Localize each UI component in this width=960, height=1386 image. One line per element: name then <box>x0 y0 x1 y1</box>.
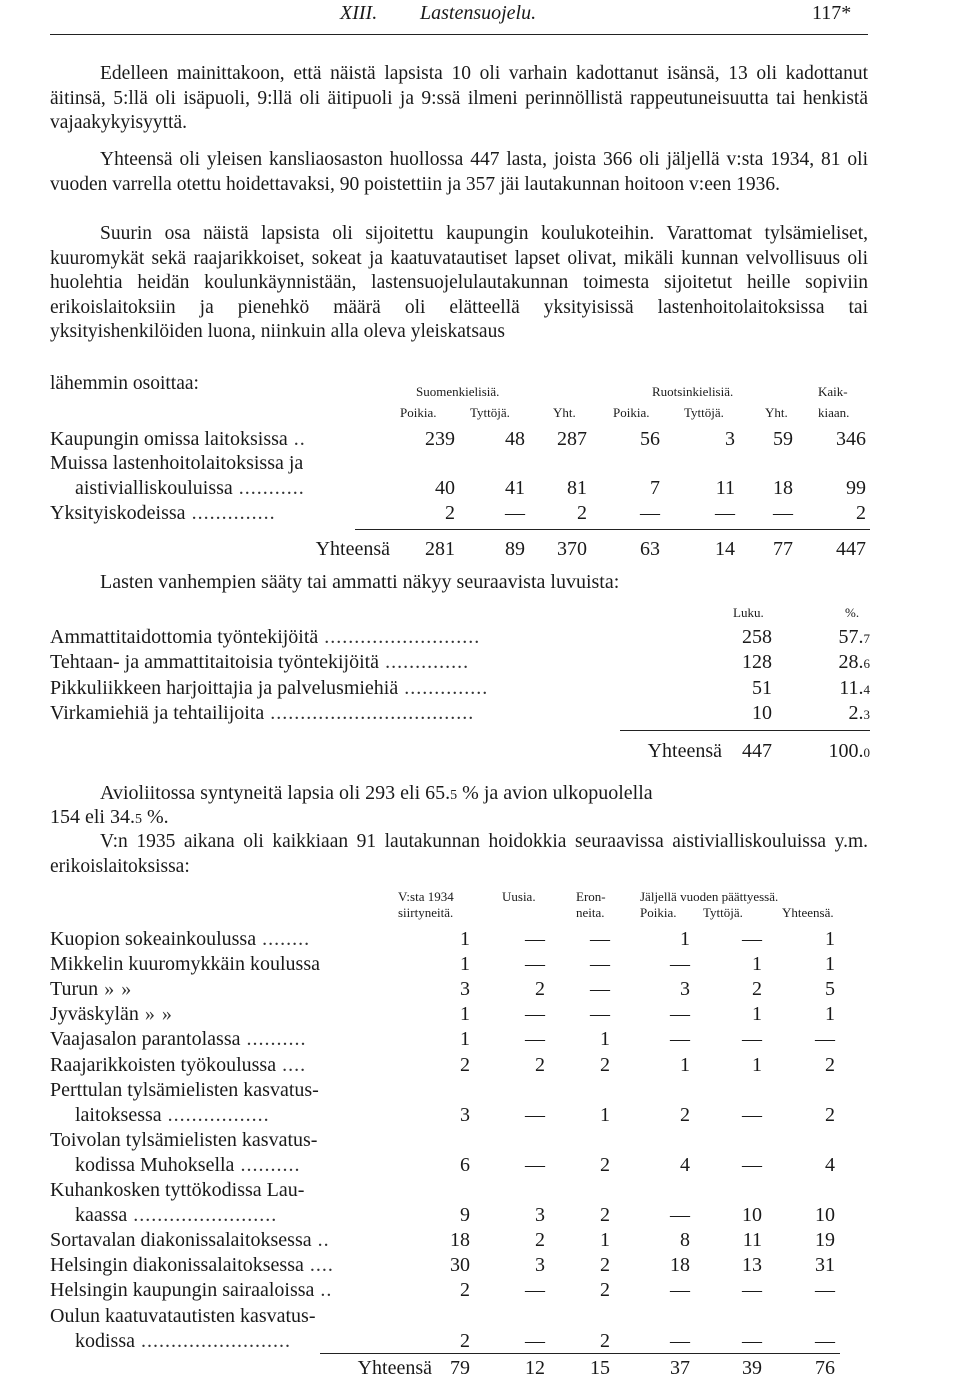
percent-int: 57. <box>838 626 864 648</box>
institution-text: Sortavalan diakonissalaitoksessa <box>50 1229 312 1252</box>
cell-value: 6 <box>460 1153 470 1176</box>
percent-int: 100. <box>828 740 864 762</box>
paragraph-text-3: Suurin osa näistä lapsista oli sijoitettu kaupungin koulukoteihin. Varattomat tylsämieliset, kuuromykät sekä raajarikkoiset, sokeat ja kaatuvatautiset lapset olivat, mikäli kunnan velvollisuus oli huolehtia heidän koulunkäynnistään, lastensuojelulautakunnan toimesta sijoitetut heille sopiviin erikoislaitoksiin ja pienehkö määrä oli elätteellä yksityisissä lastenhoitolaitoksissa tai yksityishenkilöiden luona, niinkuin alla oleva yleiskatsaus <box>50 223 868 342</box>
t2-head-new: Uusia. <box>502 889 536 904</box>
institution-row <box>50 1254 870 1280</box>
paragraph-text-2: Yhteensä oli yleisen kansliaosaston huollossa 447 lasta, joista 366 oli jäljellä v:sta 1934, 81 oli vuoden varrella otettu hoidettavaksi, 90 poistettiin ja 357 jäi lautakunnan hoitoon v:een 1936. <box>50 149 868 195</box>
leader-dots: ................. <box>161 1103 270 1126</box>
cell-value: 2 <box>535 1053 545 1076</box>
institution-row <box>50 1003 870 1029</box>
t1-sub-total-fi: Yht. <box>553 405 576 420</box>
t2-head-leaving-2: neita. <box>576 905 605 920</box>
institution-row <box>50 978 870 1004</box>
leader-dots: ........... <box>232 477 305 499</box>
t1-sub-total-sv: Yht. <box>765 405 788 420</box>
cell-value: — <box>773 502 793 524</box>
cell-value: 40 <box>435 477 455 499</box>
cell-value: 1 <box>600 1028 610 1051</box>
cell-value: — <box>715 502 735 524</box>
institution-text: Helsingin kaupungin sairaaloissa <box>50 1279 315 1302</box>
marriage-text-b: % ja avion ulkopuolella <box>462 782 653 804</box>
occupation-percent <box>849 702 871 725</box>
leader-dots: .......... <box>240 1028 307 1051</box>
cell-value: — <box>590 928 610 950</box>
institution-text: Toivolan tylsämielisten kasvatus- <box>50 1128 318 1151</box>
marriage-text-c: 154 eli 34. <box>50 806 135 828</box>
occupation-text: Tehtaan- ja ammattitaitoisia työntekijöitä <box>50 651 380 673</box>
row-label-text: aistivialliskouluissa <box>75 477 233 499</box>
cell-value: 1 <box>825 1003 835 1026</box>
cell-value: 1 <box>752 1053 762 1076</box>
leader-dots: .. <box>311 1229 330 1252</box>
institution-row <box>50 1229 870 1255</box>
total-value: 12 <box>525 1357 545 1379</box>
cell-value: — <box>640 502 660 524</box>
marriage-line-2 <box>50 806 169 829</box>
cell-value: 11 <box>742 1229 762 1252</box>
cell-value: 2 <box>600 1204 610 1227</box>
t1-sub-grand-total: kiaan. <box>818 405 850 420</box>
t1-sub-boys-sv: Poikia. <box>613 405 650 420</box>
cell-value: 1 <box>752 1003 762 1026</box>
cell-value: 4 <box>680 1153 690 1176</box>
institution-text: Jyväskylän <box>50 1003 139 1026</box>
total-value: 447 <box>836 538 866 560</box>
occupation-percent <box>839 677 870 700</box>
institution-text: Kuhankosken tyttökodissa Lau- <box>50 1179 305 1201</box>
percent-int: 28. <box>838 651 864 673</box>
row-label <box>50 452 303 475</box>
cell-value: — <box>742 1103 762 1126</box>
marriage-text-d: %. <box>147 806 169 828</box>
cell-value: 2 <box>460 1279 470 1302</box>
t1-sub-girls-sv: Tyttöjä. <box>684 405 724 420</box>
total-value: 14 <box>715 538 735 560</box>
cell-value: 11 <box>715 477 735 499</box>
cell-value: 13 <box>742 1254 762 1277</box>
row-label-text: Kaupungin omissa laitoksissa <box>50 428 288 450</box>
cell-value: 41 <box>505 477 525 499</box>
paragraph-text-1: Edelleen mainittakoon, että näistä lapsista 10 oli varhain kadottanut isänsä, 13 oli kadottanut äitinsä, 5:llä oli isäpuoli, 9:llä oli äitipuoli ja 9:ssä ilmeni perinnöllistä rappeutuneisuutta tai henkistä vajaakykyisyyttä. <box>50 63 868 133</box>
total-row <box>50 538 870 564</box>
cell-value: 1 <box>460 1028 470 1051</box>
institution-label <box>50 1054 306 1077</box>
total-value: 15 <box>590 1357 610 1379</box>
institution-text: Oulun kaatuvatautisten kasvatus- <box>50 1304 316 1327</box>
institution-label <box>50 1129 317 1152</box>
institution-row <box>50 1028 870 1054</box>
cell-value: 287 <box>557 428 587 450</box>
leader-dots: .............. <box>379 651 470 673</box>
occupation-count: 51 <box>752 677 772 699</box>
cell-value: 1 <box>460 953 470 976</box>
cell-value: — <box>590 1003 610 1026</box>
percent-dec: 6 <box>863 656 870 671</box>
institution-label <box>50 953 320 976</box>
t2-head-transferred: siirtyneitä. <box>398 905 454 920</box>
occupation-count: 258 <box>742 626 772 648</box>
occupation-row <box>50 626 870 652</box>
total-value: 37 <box>670 1357 690 1379</box>
institution-row <box>50 1179 870 1205</box>
occupation-text: Virkamiehiä ja tehtailijoita <box>50 702 265 724</box>
institution-label <box>50 1254 334 1277</box>
institution-row <box>50 1279 870 1305</box>
cell-value: — <box>525 953 545 976</box>
cell-value: 2 <box>600 1254 610 1277</box>
cell-value: — <box>670 1003 690 1026</box>
institution-row <box>50 1305 870 1331</box>
cell-value: 81 <box>567 477 587 499</box>
occupation-row <box>50 702 870 728</box>
cell-value: — <box>525 1003 545 1026</box>
cell-value: 10 <box>815 1204 835 1227</box>
t1-group-swedish: Ruotsinkielisiä. <box>652 384 734 399</box>
cell-value: 2 <box>445 502 455 524</box>
institution-row <box>50 1079 870 1105</box>
total-value: 77 <box>773 538 793 560</box>
cell-value: 8 <box>680 1229 690 1252</box>
occupation-label <box>50 651 469 674</box>
institutions-total-label: Yhteensä <box>357 1357 432 1379</box>
t1-group-finnish: Suomenkielisiä. <box>416 384 500 399</box>
cell-value: 59 <box>773 428 793 450</box>
cell-value: 2 <box>600 1329 610 1352</box>
occupation-text: Ammattitaidottomia työntekijöitä <box>50 626 319 648</box>
cell-value: 1 <box>680 1053 690 1076</box>
total-value: 63 <box>640 538 660 560</box>
cell-value: — <box>525 1103 545 1126</box>
institution-text: kodissa Muhoksella <box>75 1153 235 1176</box>
cell-value: 1 <box>825 928 835 950</box>
cell-value: 346 <box>836 428 866 450</box>
parents-total-rule <box>620 730 870 731</box>
institutions-total-row <box>50 1357 870 1383</box>
row-label <box>50 502 276 525</box>
parents-col-count: Luku. <box>733 605 764 620</box>
cell-value: — <box>590 953 610 976</box>
leader-dots: .................................. <box>264 702 475 724</box>
cell-value: — <box>815 1279 835 1302</box>
cell-value: 2 <box>460 1053 470 1076</box>
cell-value: — <box>670 1279 690 1302</box>
percent-dec: 0 <box>863 745 870 760</box>
cell-value: — <box>742 1028 762 1051</box>
leader-dots: .......................... <box>318 626 481 648</box>
institution-text: Perttulan tylsämielisten kasvatus- <box>50 1078 319 1101</box>
page-number: 117* <box>812 2 852 24</box>
cell-value: — <box>742 928 762 950</box>
occupation-percent <box>839 651 871 674</box>
cell-value: 1 <box>825 953 835 976</box>
percent-int: 2. <box>848 702 864 724</box>
marriage-text-a: Avioliitossa syntyneitä lapsia oli 293 eli 65. <box>100 782 451 804</box>
institution-row <box>50 953 870 979</box>
cell-value: 18 <box>450 1229 470 1252</box>
cell-value: — <box>525 928 545 950</box>
parents-intro: Lasten vanhempien sääty tai ammatti näkyy seuraavista luvuista: <box>100 571 620 593</box>
cell-value: 1 <box>600 1229 610 1252</box>
row-label-text: Muissa lastenhoitolaitoksissa ja <box>50 452 304 474</box>
percent-dec: 7 <box>863 631 870 646</box>
cell-value: 2 <box>460 1329 470 1352</box>
cell-value: — <box>590 978 610 1001</box>
occupation-label <box>50 702 474 725</box>
institution-label <box>75 1330 291 1353</box>
cell-value: 2 <box>825 1053 835 1076</box>
cell-value: 2 <box>535 978 545 1001</box>
cell-value: 30 <box>450 1254 470 1277</box>
cell-value: 18 <box>773 477 793 499</box>
cell-value: — <box>670 1329 690 1352</box>
cell-value: 1 <box>752 953 762 976</box>
percent-int: 11. <box>839 677 864 699</box>
total-value: 281 <box>425 538 455 560</box>
occupation-text: Pikkuliikkeen harjoittajia ja palvelusmiehiä <box>50 677 399 699</box>
occupation-percent <box>839 626 871 649</box>
leader-dots: .............. <box>185 502 276 524</box>
institution-label <box>50 1028 306 1051</box>
institution-text: kodissa <box>75 1329 135 1352</box>
cell-value: 3 <box>460 978 470 1001</box>
cell-value: 3 <box>725 428 735 450</box>
institution-row <box>50 1330 870 1356</box>
cell-value: — <box>525 1329 545 1352</box>
total-rule <box>355 529 870 530</box>
cell-value: 2 <box>600 1279 610 1302</box>
institution-label <box>50 1229 330 1252</box>
cell-value: — <box>525 1028 545 1051</box>
institution-text: Helsingin diakonissalaitoksessa <box>50 1254 304 1277</box>
occupation-count: 10 <box>752 702 772 724</box>
cell-value: 9 <box>460 1204 470 1227</box>
institution-text: Mikkelin kuuromykkäin koulussa <box>50 953 320 976</box>
institution-label <box>50 1305 316 1328</box>
paragraph-text-4: V:n 1935 aikana oli kaikkiaan 91 lautakunnan hoidokkia seuraavissa aistivialliskouluissa y.m. erikoislaitoksissa: <box>50 831 868 877</box>
cell-value: 99 <box>846 477 866 499</box>
institution-label <box>50 928 310 951</box>
occupation-count: 128 <box>742 651 772 673</box>
percent-dec: 4 <box>863 682 870 697</box>
table-row <box>50 502 870 528</box>
t2-head-boys: Poikia. <box>640 905 677 920</box>
cell-value: 1 <box>460 1003 470 1026</box>
institution-text: Raajarikkoisten työkoulussa <box>50 1053 277 1076</box>
parents-col-pct: %. <box>845 605 860 620</box>
marriage-decimal-1: 5 <box>450 788 458 803</box>
cell-value: 3 <box>535 1204 545 1227</box>
cell-value: 10 <box>742 1204 762 1227</box>
institution-label <box>50 978 132 1001</box>
leader-dots: ........................ <box>127 1204 278 1227</box>
chapter-number: XIII. <box>340 2 378 24</box>
cell-value: — <box>742 1279 762 1302</box>
paragraph-institutions <box>50 830 868 879</box>
row-label <box>50 428 306 451</box>
institution-row <box>50 1054 870 1080</box>
cell-value: — <box>815 1028 835 1051</box>
cell-value: 18 <box>670 1254 690 1277</box>
cell-value: 239 <box>425 428 455 450</box>
cell-value: 7 <box>650 477 660 499</box>
marriage-decimal-2: 5 <box>135 812 142 827</box>
leader-dots: » » <box>98 978 133 1001</box>
t1-sub-girls-fi: Tyttöjä. <box>470 405 510 420</box>
cell-value: 31 <box>815 1254 835 1277</box>
t1-group-total: Kaik- <box>818 384 848 399</box>
total-value: 89 <box>505 538 525 560</box>
institution-label <box>50 1279 332 1302</box>
cell-value: 2 <box>680 1103 690 1126</box>
institution-label <box>50 1003 173 1026</box>
leader-dots: .......... <box>234 1153 301 1176</box>
leader-dots: ......................... <box>135 1329 291 1352</box>
paragraph-text-3-end: lähemmin osoittaa: <box>50 373 199 394</box>
cell-value: — <box>815 1329 835 1352</box>
t2-head-remaining: Jäljellä vuoden päättyessä. <box>640 889 779 904</box>
parents-total-count: 447 <box>742 740 772 762</box>
institution-label <box>50 1179 304 1202</box>
table-row <box>50 428 870 454</box>
institution-text: laitoksessa <box>75 1103 162 1126</box>
institution-label <box>75 1154 300 1177</box>
cell-value: — <box>525 1279 545 1302</box>
leader-dots: ........ <box>256 928 311 950</box>
cell-value: — <box>525 1153 545 1176</box>
institution-text: kaassa <box>75 1204 128 1227</box>
parents-total-row <box>50 740 870 766</box>
leader-dots: » » <box>138 1003 173 1026</box>
occupation-label <box>50 626 480 649</box>
institution-row <box>50 1154 870 1180</box>
cell-value: 2 <box>577 502 587 524</box>
institution-label <box>75 1204 277 1227</box>
institution-text: Vaajasalon parantolassa <box>50 1028 241 1051</box>
cell-value: 56 <box>640 428 660 450</box>
t2-head-leaving: Eron- <box>576 889 606 904</box>
cell-value: 2 <box>535 1229 545 1252</box>
marriage-line-1 <box>100 782 653 805</box>
leader-dots: .... <box>276 1053 307 1076</box>
paragraph-total <box>50 148 868 197</box>
cell-value: — <box>670 1204 690 1227</box>
table-row <box>50 477 870 503</box>
institution-row <box>50 928 870 954</box>
paragraph-intro <box>50 62 868 136</box>
t2-head-total: Yhteensä. <box>782 905 834 920</box>
total-value: 76 <box>815 1357 835 1379</box>
parents-total-percent <box>829 740 871 763</box>
institutions-total-rule <box>320 1353 840 1354</box>
row-label-text: Yksityiskodeissa <box>50 502 186 524</box>
cell-value: 2 <box>600 1153 610 1176</box>
leader-dots: .. <box>314 1279 333 1302</box>
cell-value: 19 <box>815 1229 835 1252</box>
cell-value: 2 <box>752 978 762 1001</box>
cell-value: — <box>742 1329 762 1352</box>
leader-dots: .. <box>287 428 306 450</box>
cell-value: 1 <box>680 928 690 950</box>
leader-dots: .... <box>303 1254 334 1277</box>
parents-total-label: Yhteensä <box>647 740 722 762</box>
institution-row <box>50 1104 870 1130</box>
cell-value: 2 <box>600 1053 610 1076</box>
cell-value: — <box>670 1028 690 1051</box>
institution-row <box>50 1129 870 1155</box>
cell-value: — <box>742 1153 762 1176</box>
total-value: 79 <box>450 1357 470 1379</box>
occupation-row <box>50 677 870 703</box>
cell-value: 2 <box>825 1103 835 1126</box>
institution-text: Kuopion sokeainkoulussa <box>50 928 257 950</box>
leader-dots: .............. <box>398 677 489 699</box>
cell-value: 1 <box>460 928 470 950</box>
t2-head-from-1934: V:sta 1934 <box>398 889 454 904</box>
cell-value: 3 <box>460 1103 470 1126</box>
cell-value: — <box>505 502 525 524</box>
cell-value: 1 <box>600 1103 610 1126</box>
cell-value: 2 <box>856 502 866 524</box>
occupation-label <box>50 677 488 700</box>
row-label <box>75 477 305 500</box>
institution-text: Turun <box>50 978 99 1001</box>
chapter-title: Lastensuojelu. <box>420 2 537 24</box>
institution-label <box>75 1104 270 1127</box>
total-value: 370 <box>557 538 587 560</box>
cell-value: — <box>670 953 690 976</box>
institution-label <box>50 1079 319 1102</box>
paragraph-placement <box>50 222 868 345</box>
cell-value: 3 <box>535 1254 545 1277</box>
t1-sub-boys-fi: Poikia. <box>400 405 437 420</box>
cell-value: 5 <box>825 978 835 1001</box>
institution-row <box>50 1204 870 1230</box>
cell-value: 48 <box>505 428 525 450</box>
t2-head-girls: Tyttöjä. <box>703 905 743 920</box>
cell-value: 3 <box>680 978 690 1001</box>
table-row <box>50 452 870 478</box>
total-value: 39 <box>742 1357 762 1379</box>
total-label: Yhteensä <box>315 538 390 560</box>
header-rule <box>50 34 868 35</box>
cell-value: 4 <box>825 1153 835 1176</box>
occupation-row <box>50 651 870 677</box>
percent-dec: 3 <box>863 707 870 722</box>
